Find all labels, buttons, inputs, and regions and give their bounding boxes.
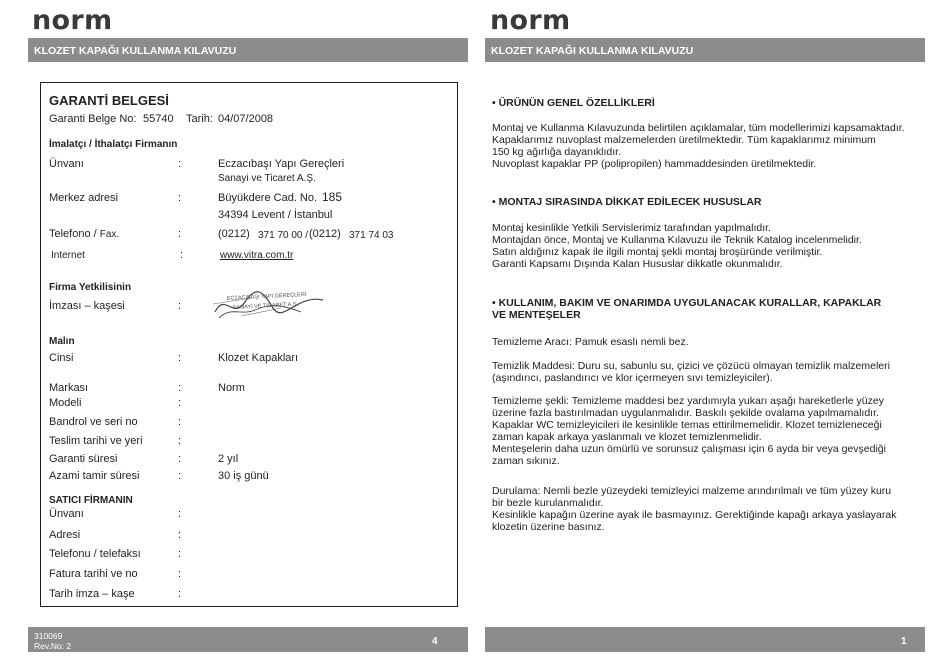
cinsi-label: Cinsi [49, 352, 74, 364]
tarih-value: 04/07/2008 [218, 113, 274, 125]
montaj-paragraph: Montaj kesinlikle Yetkili Servislerimiz tarafından yapılmalıdır. Montajdan önce, Montaj ve Kullanma Kılavuzu ile Teknik Katalog incelenmelidir. Satın aldığınız kapak ile ilgili montaj şekli montaj broşüründe verilmiştir. Garanti Kapsamı Dışında Kalan Hususlar dikkatle okunmalıdır. [492, 222, 862, 270]
temizlik-maddesi-paragraph: Temizlik Maddesi: Duru su, sabunlu su, çizici ve çözücü olmayan temizlik malzemeleri (aşındırıcı, paslandırıcı ve klor içermeyen sıvı temizleyiciler). [492, 360, 890, 384]
belge-no-label: Garanti Belge No: [49, 113, 137, 125]
colon: : [178, 192, 182, 204]
svg-text:SANAYİ VE TİCARET A.Ş.: SANAYİ VE TİCARET A.Ş. [232, 301, 299, 311]
merkez-label: Merkez adresi [49, 192, 119, 204]
unvan-value-1: Eczacıbaşı Yapı Gereçleri [218, 158, 345, 170]
colon: : [178, 508, 182, 520]
colon: : [178, 588, 182, 600]
brand-logo-right: norm [490, 5, 571, 36]
header-bar-left: KLOZET KAPAĞI KULLANMA KILAVUZU [28, 38, 468, 62]
colon: : [178, 300, 182, 312]
teslim-label: Teslim tarihi ve yeri [49, 435, 143, 447]
satici-unvan-label: Ünvanı [49, 508, 84, 520]
satici-heading: SATICI FİRMANIN [49, 495, 133, 506]
tel-number-2: 371 74 03 [349, 230, 394, 241]
colon: : [178, 352, 182, 364]
colon: : [178, 435, 182, 447]
company-stamp-signature [211, 286, 329, 324]
colon: : [178, 548, 182, 560]
belge-no-value: 55740 [143, 113, 174, 125]
page-number-right: 1 [901, 636, 907, 647]
colon: : [178, 568, 182, 580]
tel-prefix-2: (0212) [309, 228, 341, 240]
colon: : [178, 416, 182, 428]
garanti-suresi-value: 2 yıl [218, 453, 239, 465]
colon: : [180, 249, 184, 261]
colon: : [178, 228, 182, 240]
satici-tarih-label: Tarih imza – kaşe [49, 588, 135, 600]
colon: : [178, 382, 182, 394]
document-code: 310069 Rev.No: 2 [34, 631, 72, 651]
features-paragraph: Montaj ve Kullanma Kılavuzunda belirtilen açıklamalar, tüm modellerimizi kapsamaktadır. Kapaklarımız nuvoplast malzemelerden üretilmektedir. Tüm kapaklarımız minimum 150 kg ağırlığa dayanıklıdır. Nuvoplast kapaklar PP (polipropilen) hammaddesinden üretilmektedir. [492, 122, 905, 170]
mal-heading: Malın [49, 336, 75, 347]
modeli-label: Modeli [49, 397, 82, 409]
tel-prefix-1: (0212) [218, 228, 250, 240]
colon: : [178, 453, 182, 465]
bandrol-label: Bandrol ve seri no [49, 416, 138, 428]
azami-label: Azami tamir süresi [49, 470, 140, 482]
satici-fatura-label: Fatura tarihi ve no [49, 568, 138, 580]
merkez-no: 185 [322, 190, 343, 204]
tel-number-1: 371 70 00 / [258, 230, 309, 241]
brand-logo-left: norm [32, 5, 113, 36]
section-heading-features: • ÜRÜNÜN GENEL ÖZELLİKLERİ [492, 97, 655, 109]
satici-telefon-label: Telefonu / telefaksı [49, 548, 141, 560]
warranty-title: GARANTİ BELGESİ [49, 93, 169, 108]
garanti-suresi-label: Garanti süresi [49, 453, 118, 465]
cinsi-value: Klozet Kapakları [218, 352, 299, 364]
satici-adres-label: Adresi [49, 529, 81, 541]
website-link[interactable]: www.vitra.com.tr [220, 250, 294, 261]
tarih-label: Tarih: [186, 113, 213, 125]
unvan-value-2: Sanayi ve Ticaret A.Ş. [218, 173, 316, 184]
temizleme-sekli-paragraph: Temizleme şekli: Temizleme maddesi bez yardımıyla yukarı aşağı hareketlerle yüzey üzerine fazla bastırılmadan uygulanmalıdır. Baskılı şekilde ovalama yapılmamalıdır. Kapaklar WC temizleyicileri ile kesinlikle temas ettirilmemelidir. Klozet temizleneceği zaman kapak arkaya yaslanmalı ve klozet temizlenmelidir. Menteşelerin daha uzun ömürlü ve sorunsuz çalışması için 6 ayda bir veya gevşediği zaman sıkınız. [492, 395, 886, 467]
header-bar-right: KLOZET KAPAĞI KULLANMA KILAVUZU [485, 38, 925, 62]
svg-text:ECZACIBAŞI YAPI GEREÇLERİ: ECZACIBAŞI YAPI GEREÇLERİ [226, 291, 307, 302]
colon: : [178, 158, 182, 170]
manufacturer-heading: İmalatçı / İthalatçı Firmanın [49, 139, 178, 150]
footer-bar-left [28, 627, 468, 652]
unvan-label: Ünvanı [49, 158, 84, 170]
internet-label: Internet [51, 250, 85, 261]
imza-label: İmzası – kaşesi [49, 300, 125, 312]
azami-value: 30 iş günü [218, 470, 269, 482]
durulama-paragraph: Durulama: Nemli bezle yüzeydeki temizleyici malzeme arındırılmalı ve tüm yüzey kuru bir bezle kurulanmalıdır. Kesinlikle kapağın üzerine ayak ile basmayınız. Gerektiğinde kapağı arkaya yaslayarak klozetin üzerine basınız. [492, 485, 897, 533]
telefon-label: Telefono / Fax. [49, 228, 120, 240]
page-number-left: 4 [432, 636, 438, 647]
section-heading-montaj: • MONTAJ SIRASINDA DİKKAT EDİLECEK HUSUSLAR [492, 196, 762, 208]
footer-bar-right [485, 627, 925, 652]
markasi-value: Norm [218, 382, 245, 394]
colon: : [178, 397, 182, 409]
markasi-label: Markası [49, 382, 89, 394]
section-heading-kullanim: • KULLANIM, BAKIM VE ONARIMDA UYGULANACAK KURALLAR, KAPAKLAR VE MENTEŞELER [492, 297, 882, 321]
colon: : [178, 529, 182, 541]
firma-yetkili-heading: Firma Yetkilisinin [49, 282, 132, 293]
merkez-value-2: 34394 Levent / İstanbul [218, 209, 333, 221]
temizleme-araci-paragraph: Temizleme Aracı: Pamuk esaslı nemli bez. [492, 336, 689, 348]
merkez-value: Büyükdere Cad. No. [218, 192, 318, 204]
colon: : [178, 470, 182, 482]
warranty-certificate [40, 82, 458, 607]
